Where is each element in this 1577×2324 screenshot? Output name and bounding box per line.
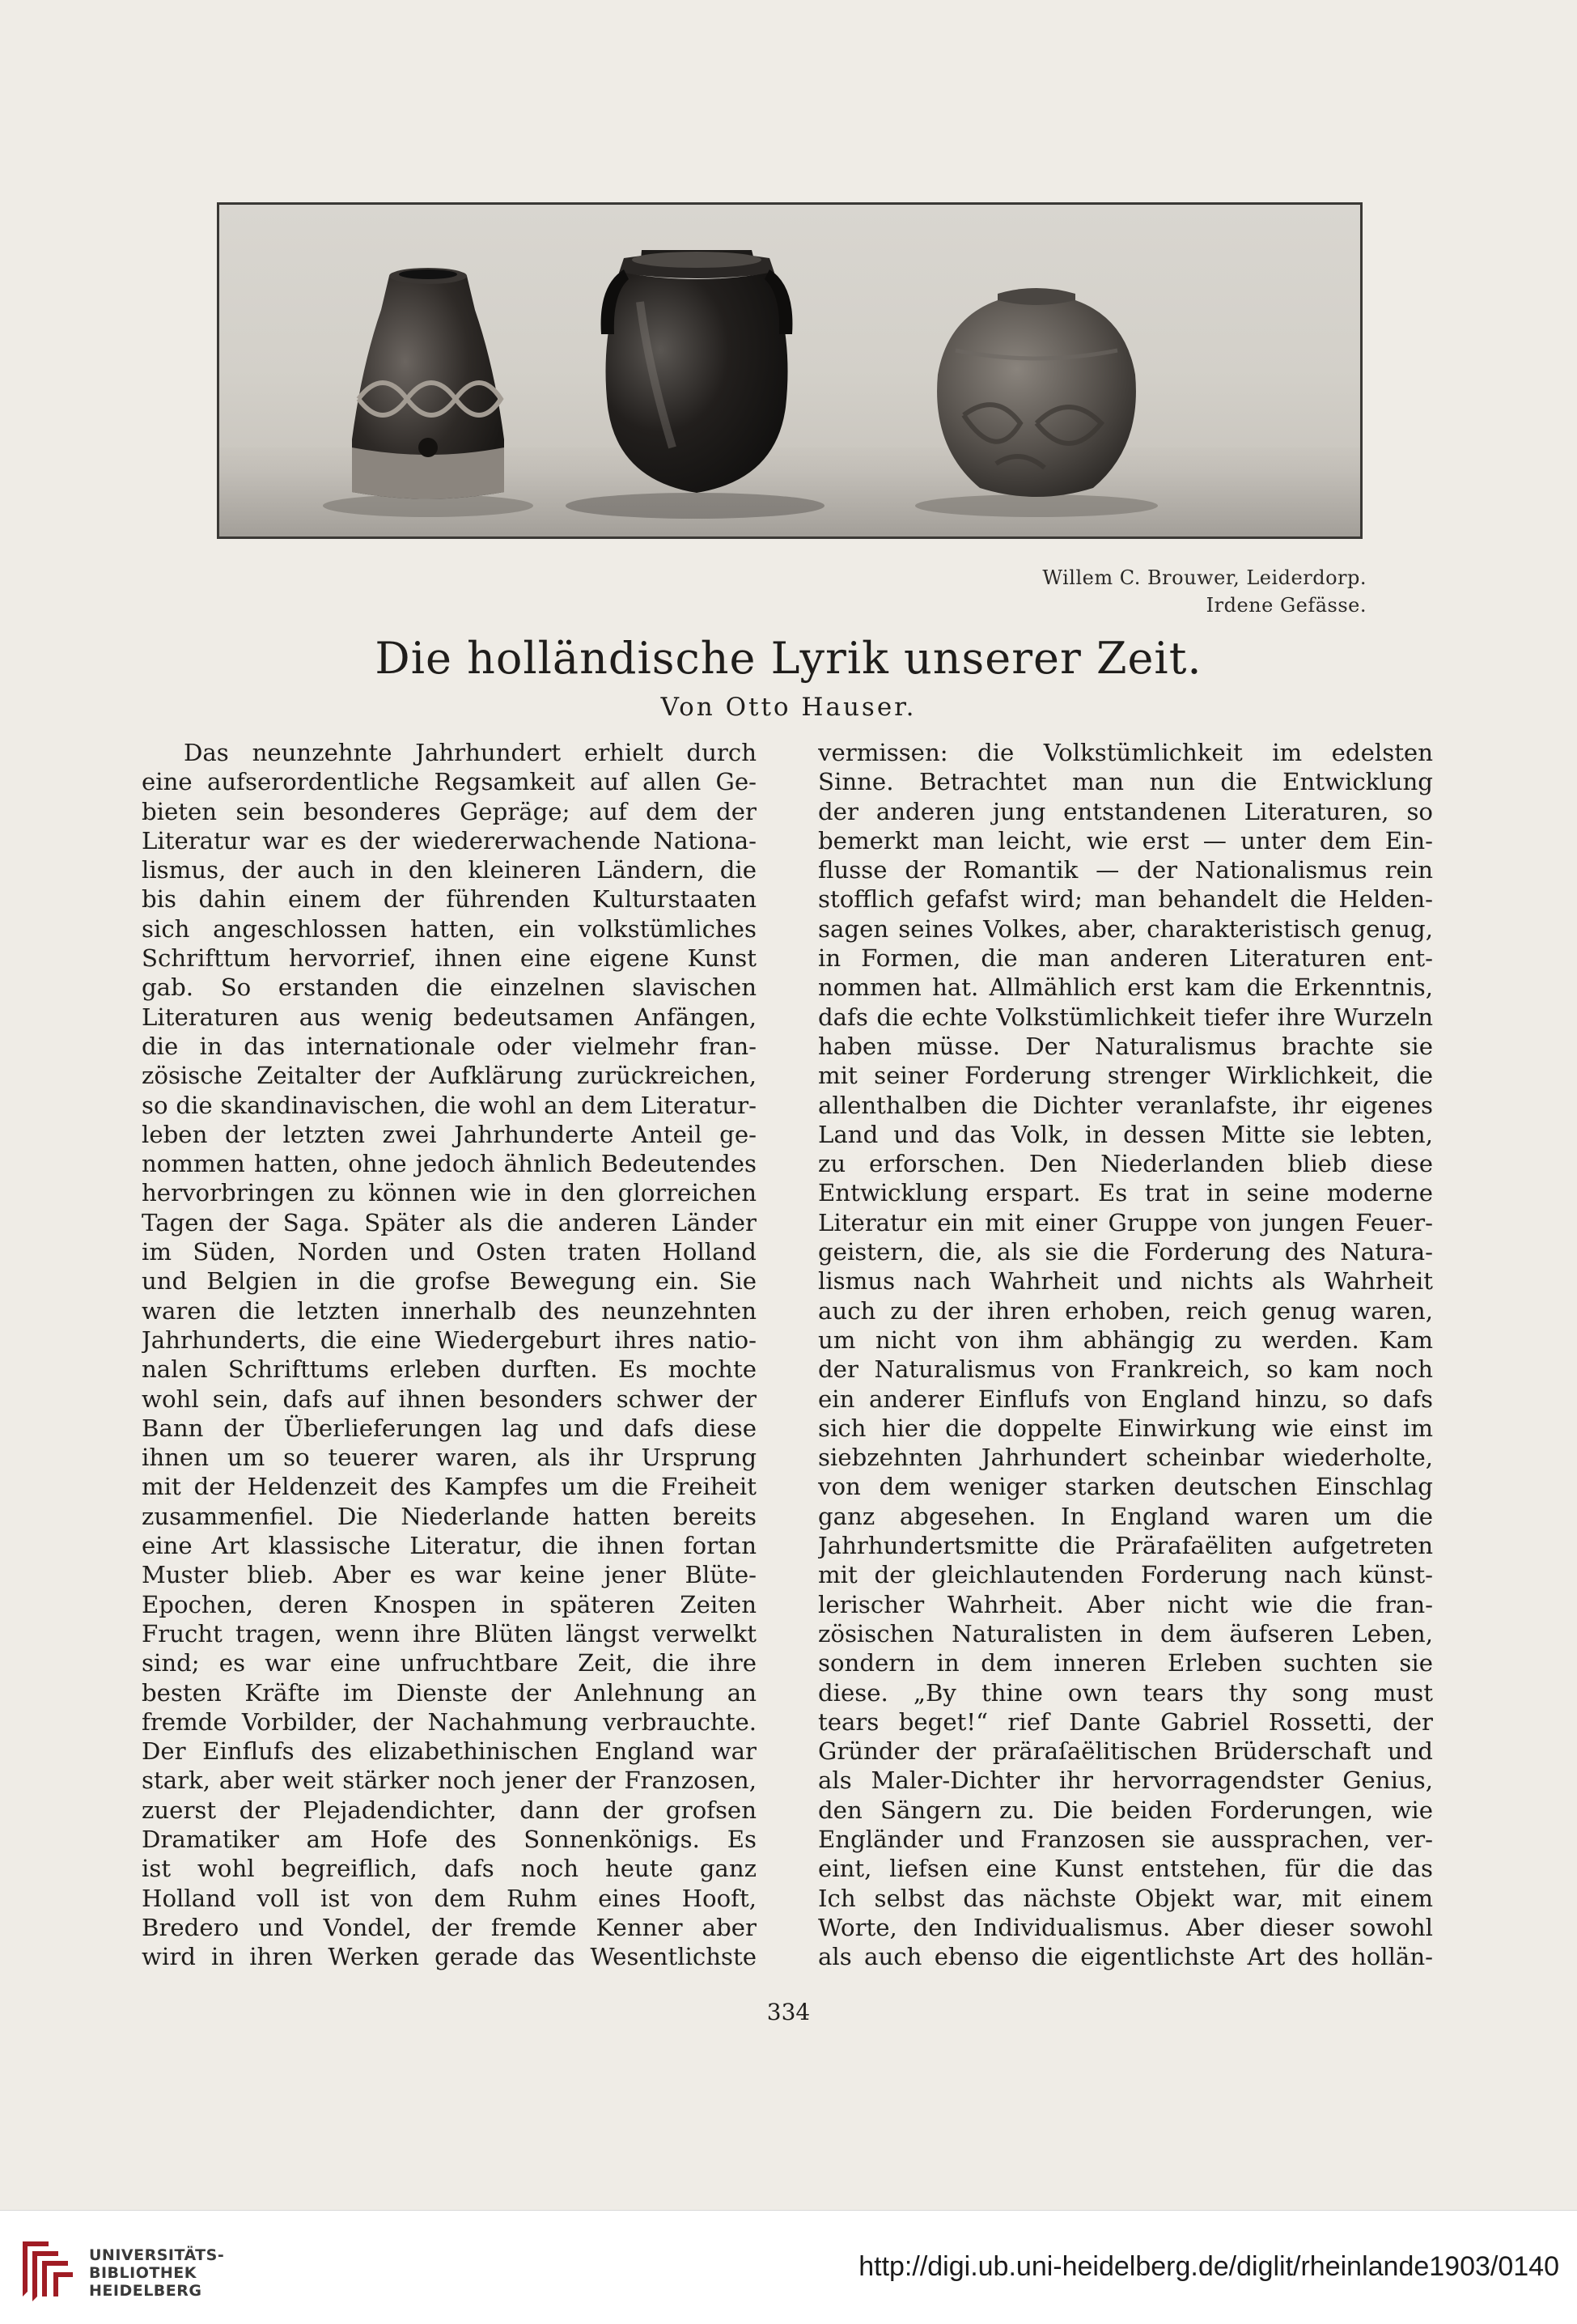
text-line: Literaturen aus wenig bedeutsamen Anfängen, bbox=[142, 1003, 757, 1031]
text-line: so die skandinavischen, die wohl an dem Literatur- bbox=[142, 1091, 757, 1119]
text-line: in Formen, die man anderen Literaturen ent- bbox=[818, 944, 1433, 973]
text-line: der Naturalismus von Frankreich, so kam noch bbox=[818, 1355, 1433, 1384]
text-line: ein anderer Einflufs von England hinzu, so dafs bbox=[818, 1385, 1433, 1413]
text-line: sich hier die doppelte Einwirkung wie einst im bbox=[818, 1414, 1433, 1442]
text-line: Muster blieb. Aber es war keine jener Blüte- bbox=[142, 1561, 757, 1589]
text-line: bemerkt man leicht, wie erst — unter dem Ein- bbox=[818, 826, 1433, 855]
text-line: besten Kräfte im Dienste der Anlehnung an bbox=[142, 1678, 757, 1707]
text-line: Jahrhundertsmitte die Prärafaëliten aufgetreten bbox=[818, 1532, 1433, 1560]
text-line: leben der letzten zwei Jahrhunderte Anteil ge- bbox=[142, 1120, 757, 1148]
text-line: eint, liefsen eine Kunst entstehen, für die das bbox=[818, 1855, 1433, 1883]
page-number: 334 bbox=[766, 1999, 811, 2025]
text-line: dafs die echte Volkstümlichkeit tiefer ihre Wurzeln bbox=[818, 1003, 1433, 1031]
text-line: und Belgien in die grofse Bewegung ein. Sie bbox=[142, 1267, 757, 1296]
text-column-left bbox=[142, 738, 757, 1971]
vases-illustration bbox=[219, 205, 1360, 536]
text-line: flusse der Romantik — der Nationalismus rein bbox=[818, 856, 1433, 884]
source-url-link[interactable]: http://digi.ub.uni-heidelberg.de/diglit/rheinlande1903/0140 bbox=[858, 2251, 1559, 2282]
text-line: zösischen Naturalisten in dem äufseren Leben, bbox=[818, 1619, 1433, 1648]
text-line: allenthalben die Dichter veranlafste, ihr eigenes bbox=[818, 1091, 1433, 1119]
text-line: ganz abgesehen. In England waren um die bbox=[818, 1502, 1433, 1530]
text-line: um nicht von ihm abhängig zu werden. Kam bbox=[818, 1325, 1433, 1354]
text-line: Frucht tragen, wenn ihre Blüten längst verwelkt bbox=[142, 1619, 757, 1648]
text-line: den Sängern zu. Die beiden Forderungen, wie bbox=[818, 1796, 1433, 1824]
text-line: Worte, den Individualismus. Aber dieser sowohl bbox=[818, 1913, 1433, 1941]
text-line: mit der Heldenzeit des Kampfes um die Freiheit bbox=[142, 1473, 757, 1501]
text-line: Ich selbst das nächste Objekt war, mit einem bbox=[818, 1884, 1433, 1912]
text-line: bis dahin einem der führenden Kulturstaaten bbox=[142, 885, 757, 914]
text-line: sich angeschlossen hatten, ein volkstümliches bbox=[142, 914, 757, 943]
text-line: Sinne. Betrachtet man nun die Entwicklung bbox=[818, 768, 1433, 796]
library-name-line: UNIVERSITÄTS- bbox=[89, 2246, 225, 2264]
text-line: eine Art klassische Literatur, die ihnen fortan bbox=[142, 1532, 757, 1560]
text-line: Literatur war es der wiedererwachende Nationa- bbox=[142, 826, 757, 855]
text-line: mit seiner Forderung strenger Wirklichkeit, die bbox=[818, 1062, 1433, 1090]
text-line: ist wohl begreiflich, dafs noch heute ganz bbox=[142, 1855, 757, 1883]
pottery-photograph bbox=[217, 202, 1363, 539]
text-line: eine aufserordentliche Regsamkeit auf allen Ge- bbox=[142, 768, 757, 796]
text-line: bieten sein besonderes Gepräge; auf dem der bbox=[142, 797, 757, 825]
text-line: Holland voll ist von dem Ruhm eines Hooft, bbox=[142, 1884, 757, 1912]
text-line: mit der gleichlautenden Forderung nach künst- bbox=[818, 1561, 1433, 1589]
text-line: als Maler-Dichter ihr hervorragendster Genius, bbox=[818, 1766, 1433, 1795]
text-line: zuerst der Plejadendichter, dann der grofsen bbox=[142, 1796, 757, 1824]
text-line: die in das internationale oder vielmehr fran- bbox=[142, 1032, 757, 1060]
text-line: Jahrhunderts, die eine Wiedergeburt ihres natio- bbox=[142, 1325, 757, 1354]
library-logo-icon bbox=[16, 2235, 79, 2303]
text-line: zusammenfiel. Die Niederlande hatten bereits bbox=[142, 1502, 757, 1530]
text-line: wohl sein, dafs auf ihnen besonders schwer der bbox=[142, 1385, 757, 1413]
text-line: stofflich gefafst wird; man behandelt die Helden- bbox=[818, 885, 1433, 914]
text-line: fremde Vorbilder, der Nachahmung verbrauchte. bbox=[142, 1707, 757, 1736]
library-name-line: BIBLIOTHEK bbox=[89, 2264, 197, 2282]
text-line: der anderen jung entstandenen Literaturen, so bbox=[818, 797, 1433, 825]
text-line: Epochen, deren Knospen in späteren Zeiten bbox=[142, 1590, 757, 1618]
text-line: sind; es war eine unfruchtbare Zeit, die ihre bbox=[142, 1649, 757, 1677]
photo-caption-description: Irdene Gefässe. bbox=[1206, 594, 1367, 617]
text-line: tears beget!“ rief Dante Gabriel Rossetti, der bbox=[818, 1707, 1433, 1736]
text-line: Schrifttum hervorrief, ihnen eine eigene Kunst bbox=[142, 944, 757, 973]
text-line: Das neunzehnte Jahrhundert erhielt durch bbox=[184, 739, 757, 766]
article-title: Die holländische Lyrik unserer Zeit. bbox=[375, 633, 1202, 684]
text-line: Dramatiker am Hofe des Sonnenkönigs. Es bbox=[142, 1825, 757, 1853]
text-line: Entwicklung erspart. Es trat in seine moderne bbox=[818, 1179, 1433, 1207]
text-line: als auch ebenso die eigentlichste Art des hollän- bbox=[818, 1943, 1433, 1971]
text-line: hervorbringen zu können wie in den glorreichen bbox=[142, 1179, 757, 1207]
text-line: Tagen der Saga. Später als die anderen Länder bbox=[142, 1208, 757, 1236]
text-line: sondern in dem inneren Erleben suchten sie bbox=[818, 1649, 1433, 1677]
text-line: stark, aber weit stärker noch jener der Franzosen, bbox=[142, 1766, 757, 1795]
text-line: lismus nach Wahrheit und nichts als Wahrheit bbox=[818, 1267, 1433, 1296]
text-line: Bredero und Vondel, der fremde Kenner aber bbox=[142, 1913, 757, 1941]
text-line: Engländer und Franzosen sie aussprachen, ver- bbox=[818, 1825, 1433, 1853]
text-line: diese. „By thine own tears thy song must bbox=[818, 1678, 1433, 1707]
text-line: Bann der Überlieferungen lag und dafs diese bbox=[142, 1414, 757, 1442]
text-line: im Süden, Norden und Osten traten Holland bbox=[142, 1238, 757, 1266]
text-line: ihnen um so teuerer waren, als ihr Ursprung bbox=[142, 1444, 757, 1472]
text-line: zu erforschen. Den Niederlanden blieb diese bbox=[818, 1150, 1433, 1178]
photo-caption-artist: Willem C. Brouwer, Leiderdorp. bbox=[1042, 566, 1367, 589]
text-line: lismus, der auch in den kleineren Ländern, die bbox=[142, 856, 757, 884]
text-line: nommen hatten, ohne jedoch ähnlich Bedeutendes bbox=[142, 1150, 757, 1178]
library-name-line: HEIDELBERG bbox=[89, 2282, 202, 2300]
text-line: zösische Zeitalter der Aufklärung zurückreichen, bbox=[142, 1062, 757, 1090]
text-line: haben müsse. Der Naturalismus brachte sie bbox=[818, 1032, 1433, 1060]
text-line: lerischer Wahrheit. Aber nicht wie die fran- bbox=[818, 1590, 1433, 1618]
text-line: geistern, die, als sie die Forderung des Natura- bbox=[818, 1238, 1433, 1266]
text-column-right bbox=[818, 738, 1433, 1971]
text-line: von dem weniger starken deutschen Einschlag bbox=[818, 1473, 1433, 1501]
text-line: auch zu der ihren erhoben, reich genug waren, bbox=[818, 1296, 1433, 1325]
text-line: waren die letzten innerhalb des neunzehnten bbox=[142, 1296, 757, 1325]
text-line: sagen seines Volkes, aber, charakteristisch genug, bbox=[818, 914, 1433, 943]
text-line: nalen Schrifttums erleben durften. Es mochte bbox=[142, 1355, 757, 1384]
text-line: Land und das Volk, in dessen Mitte sie lebten, bbox=[818, 1120, 1433, 1148]
text-line: Literatur ein mit einer Gruppe von jungen Feuer- bbox=[818, 1208, 1433, 1236]
text-line: wird in ihren Werken gerade das Wesentlichste bbox=[142, 1943, 757, 1971]
library-name bbox=[89, 2246, 224, 2300]
text-line: Gründer der präraſaëlitischen Brüderschaft und bbox=[818, 1737, 1433, 1766]
article-author: Von Otto Hauser. bbox=[660, 693, 917, 722]
library-footer bbox=[0, 2210, 1577, 2324]
text-line: siebzehnten Jahrhundert scheinbar wiederholte, bbox=[818, 1444, 1433, 1472]
text-line: nommen hat. Allmählich erst kam die Erkenntnis, bbox=[818, 973, 1433, 1002]
text-line: vermissen: die Volkstümlichkeit im edelsten bbox=[818, 739, 1433, 766]
text-line: Der Einflufs des elizabethinischen England war bbox=[142, 1737, 757, 1766]
text-line: gab. So erstanden die einzelnen slavischen bbox=[142, 973, 757, 1002]
